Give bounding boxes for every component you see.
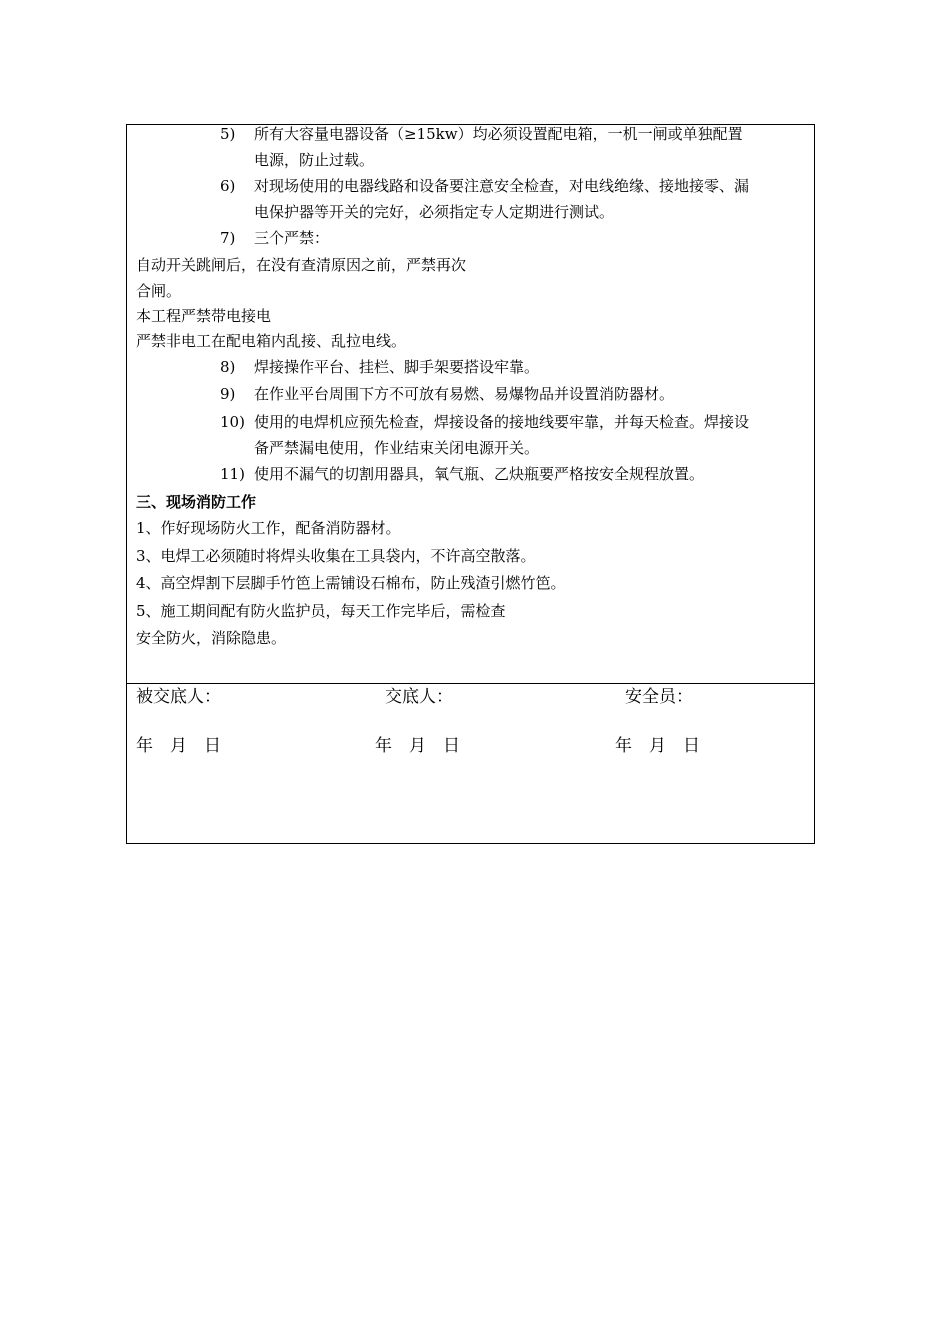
item-number: 6) xyxy=(220,177,236,195)
item-number: 11) xyxy=(220,465,245,483)
ban-line: 本工程严禁带电接电 xyxy=(136,307,272,325)
ban-line: 合闸。 xyxy=(136,282,182,300)
discloser-date: 年 月 日 xyxy=(375,736,460,756)
item-number: 7) xyxy=(220,229,236,247)
safety-officer-date: 年 月 日 xyxy=(615,736,700,756)
safety-officer-label: 安全员： xyxy=(625,687,693,707)
item-text: 所有大容量电器设备（≥15kw）均必须设置配电箱，一机一闸或单独配置 xyxy=(254,125,743,143)
item-text: 备严禁漏电使用，作业结束关闭电源开关。 xyxy=(254,439,540,457)
section-line: 5、施工期间配有防火监护员，每天工作完毕后，需检查 xyxy=(136,602,506,620)
section-title: 三、现场消防工作 xyxy=(136,493,257,511)
recipient-date: 年 月 日 xyxy=(136,736,221,756)
item-text: 使用的电焊机应预先检查，焊接设备的接地线要牢靠，并每天检查。焊接设 xyxy=(254,413,750,431)
section-line: 安全防火，消除隐患。 xyxy=(136,629,287,647)
item-number: 9) xyxy=(220,385,236,403)
item-text: 电保护器等开关的完好，必须指定专人定期进行测试。 xyxy=(254,203,615,221)
item-text: 焊接操作平台、挂栏、脚手架要搭设牢靠。 xyxy=(254,358,540,376)
ban-line: 自动开关跳闸后，在没有查清原因之前，严禁再次 xyxy=(136,256,467,274)
section-line: 1、作好现场防火工作，配备消防器材。 xyxy=(136,519,401,537)
item-number: 8) xyxy=(220,358,236,376)
item-number: 5) xyxy=(220,125,236,143)
item-text: 对现场使用的电器线路和设备要注意安全检查，对电线绝缘、接地接零、漏 xyxy=(254,177,750,195)
item-text: 三个严禁： xyxy=(254,229,330,247)
item-number: 10) xyxy=(220,413,245,431)
discloser-label: 交底人： xyxy=(385,687,453,707)
section-line: 3、电焊工必须随时将焊头收集在工具袋内，不许高空散落。 xyxy=(136,547,536,565)
ban-line: 严禁非电工在配电箱内乱接、乱拉电线。 xyxy=(136,332,407,350)
recipient-label: 被交底人： xyxy=(136,687,221,707)
signature-box xyxy=(126,683,815,844)
section-line: 4、高空焊割下层脚手竹笆上需铺设石棉布，防止残渣引燃竹笆。 xyxy=(136,574,566,592)
item-text: 在作业平台周围下方不可放有易燃、易爆物品并设置消防器材。 xyxy=(254,385,675,403)
item-text: 使用不漏气的切割用器具，氧气瓶、乙炔瓶要严格按安全规程放置。 xyxy=(254,465,705,483)
item-text: 电源，防止过载。 xyxy=(254,151,375,169)
